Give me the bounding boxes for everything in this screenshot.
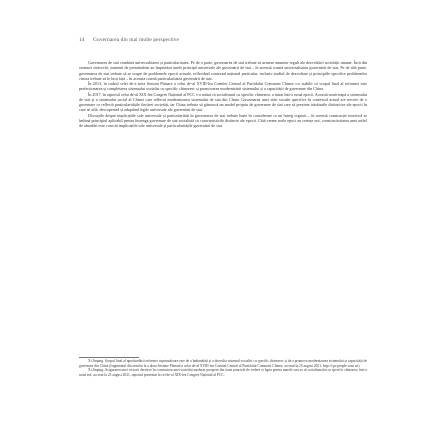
running-title: Guvernarea din mai multe perspective: [93, 37, 179, 43]
footnote: Xi Jinping. Asigurarea unei victorii decisive în construirea unei societăți moderat prospere din toate punctele de vedere și lupta pentru marele succes al socialismului cu specific chinezesc într-o nouă eră, accesat la 25 august 2021, raportul prezentat la cel de-al XIX-lea Congres Național al PCC.: [79, 368, 367, 377]
paragraph: Guvernarea de stat combină universalitatea și particularitatea. Pe de o parte, guvernarea de stat trebuie să urmeze anumite reguli ale dezvoltării societății umane. Încă din vremuri străvechi, oamenii de pretutindeni au împărtășit unele principii universale ale guvernării de stat – în această constă universalitatea guvernării de stat. Pe de altă parte, guvernarea de stat trebuie să se ocupe de problemele epocii actuale, reflectând contextul național particular, inclusiv stadiul de dezvoltare și principiile specifice problemelor cărora trebuie să le facă față – în aceasta constă particularitatea guvernării de stat.: [79, 60, 367, 81]
paragraph: În 2017, în raportul celui de-al XIX-lea Congres Național al PCC s-a arătat că socialismul cu specific chinezesc a intrat într-o nouă epocă. Această nouă etapă a sistemului de stat și a sistemului social al Chinei care reflectă modernizarea sistemului de stat din China. Guvernarea unei stări sociale specifice în contextul actual are nevoie de o guvernare ce reflectă particularitățile fiecărei societăți, iar China trebuie să găsească un model propriu de guvernare de stat care să prezinte trăsăturile distinctive ale epocii în care se află, descoperind și adaptând legile universale ale guvernării de stat.: [79, 91, 367, 113]
running-head: [79, 37, 179, 43]
footnotes: [79, 359, 367, 377]
paragraph: În 2013, în cadrul celei de-a treia Sesiuni Plenare a celui de-al XVIII-lea Comitet Central al Partidului Comunist Chinez s-a stabilit că scopul final al reformei este perfecționarea și completarea sistemului socialist cu specific chinezesc și promovarea modernizării sistemului și a capacității de guvernare din China.: [79, 81, 367, 92]
footnote: Xi Jinping. Scopul final al aprofundării reformei cuprinzătoare este de a îmbunătăți și a dezvolta sistemul socialist cu specific chinezesc și de a promova modernizarea sistemului și capacității de guvernare din China (fragmentul discursului la a doua Sesiune Plenară a celui de-al XVIII-lea Comitet Central al Partidului Comunist Chinez, accesat la 25 august 2021, http://cpc.people.com.cn).: [79, 359, 367, 368]
paragraph: Discuțiile despre implicațiile sale universale și particularități în guvernarea de stat trebuie luate în considerare ca un întreg organic – în această construcție teoretică se îmbină principiul aplicabil pentru întreaga guvernare de stat socialistă cu caracteristicile distincte ale epocii. Câtă vreme noile epoci au cerințe noi, constructivitatea unei astfel de abordări este corectă implicațiile sale universale și particularitățile guvernării de stat.: [79, 112, 367, 128]
page-number: 14: [79, 37, 85, 43]
footnote-divider: [79, 357, 139, 358]
body-text: [79, 60, 367, 128]
